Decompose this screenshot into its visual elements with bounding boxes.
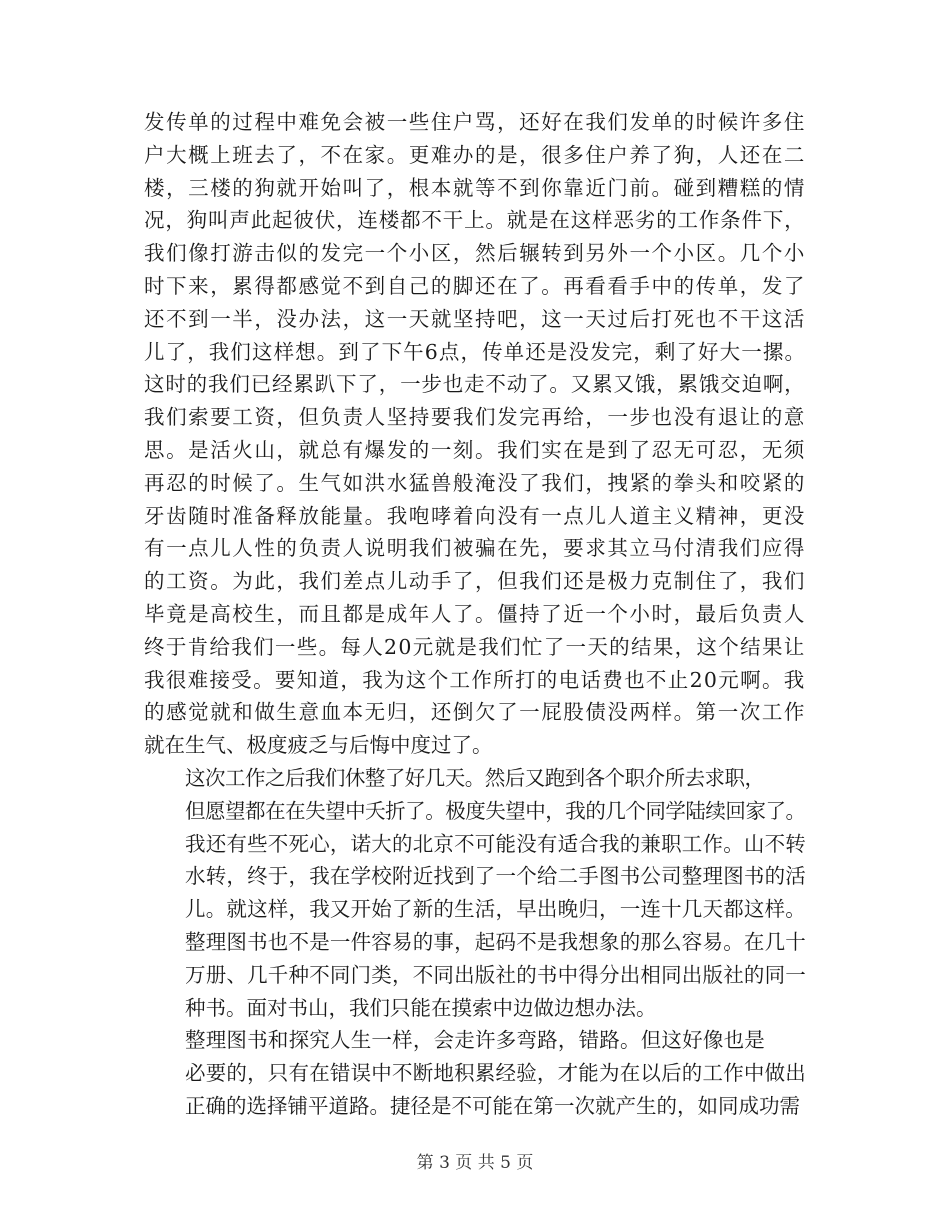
text-line: 但愿望都在在失望中夭折了。极度失望中，我的几个同学陆续回家了。 (185, 798, 806, 823)
text-line: 万册、几千种不同门类，不同出版社的书中得分出相同出版社的同一 (185, 962, 806, 987)
text-line: 整理图书也不是一件容易的事，起码不是我想象的那么容易。在几十 (185, 929, 806, 954)
text-line: 我还有些不死心，诺大的北京不可能没有适合我的兼职工作。山不转 (185, 831, 806, 856)
text-line: 水转，终于，我在学校附近找到了一个给二手图书公司整理图书的活 (185, 864, 806, 889)
text-line: 这时的我们已经累趴下了，一步也走不动了。又累又饿，累饿交迫啊， (144, 372, 806, 397)
text-line: 再忍的时候了。生气如洪水猛兽般淹没了我们，拽紧的拳头和咬紧的 (144, 470, 806, 495)
text-line: 时下来，累得都感觉不到自己的脚还在了。再看看手中的传单，发了 (144, 273, 806, 298)
text-line: 儿了，我们这样想。到了下午6点，传单还是没发完，剩了好大一摞。 (144, 339, 807, 364)
text-line: 况，狗叫声此起彼伏，连楼都不干上。就是在这样恶劣的工作条件下， (144, 208, 806, 233)
text-line: 我们像打游击似的发完一个小区，然后辗转到另外一个小区。几个小 (144, 241, 806, 266)
text-line: 楼，三楼的狗就开始叫了，根本就等不到你靠近门前。碰到糟糕的情 (144, 175, 806, 200)
text-line: 正确的选择铺平道路。捷径是不可能在第一次就产生的，如同成功需 (185, 1093, 800, 1118)
paragraph (144, 762, 806, 1024)
text-line: 的工资。为此，我们差点儿动手了，但我们还是极力克制住了，我们 (144, 569, 806, 594)
text-line: 还不到一半，没办法，这一天就坚持吧，这一天过后打死也不干这活 (144, 306, 806, 331)
document-body (144, 106, 806, 1123)
text-line: 有一点儿人性的负责人说明我们被骗在先，要求其立马付清我们应得 (144, 536, 806, 561)
text-line: 这次工作之后我们休整了好几天。然后又跑到各个职介所去求职， (185, 765, 765, 790)
text-line: 的感觉就和做生意血本无归，还倒欠了一屁股债没两样。第一次工作 (144, 700, 806, 725)
text-line: 户大概上班去了，不在家。更难办的是，很多住户养了狗，人还在二 (144, 142, 806, 167)
paragraph (144, 106, 806, 762)
text-line: 终于肯给我们一些。每人20元就是我们忙了一天的结果，这个结果让 (144, 634, 806, 659)
text-line: 整理图书和探究人生一样，会走许多弯路，错路。但这好像也是 (185, 1028, 765, 1053)
text-line: 发传单的过程中难免会被一些住户骂，还好在我们发单的时候许多住 (144, 110, 806, 134)
text-line: 牙齿随时准备释放能量。我咆哮着向没有一点儿人道主义精神，更没 (144, 503, 806, 528)
text-line: 种书。面对书山，我们只能在摸索中边做边想办法。 (185, 995, 657, 1020)
text-line: 儿。就这样，我又开始了新的生活，早出晚归，一连十几天都这样。 (185, 897, 806, 922)
page-footer: 第 3 页 共 5 页 (416, 1153, 534, 1173)
text-line: 我们索要工资，但负责人坚持要我们发完再给，一步也没有退让的意 (144, 405, 806, 430)
text-line: 必要的，只有在错误中不断地积累经验，才能为在以后的工作中做出 (185, 1061, 806, 1086)
text-line: 就在生气、极度疲乏与后悔中度过了。 (144, 733, 493, 758)
text-line: 我很难接受。要知道，我为这个工作所打的电话费也不止20元啊。我 (144, 667, 806, 692)
text-line: 毕竟是高校生，而且都是成年人了。僵持了近一个小时，最后负责人 (144, 601, 806, 626)
paragraph (144, 1024, 806, 1122)
text-line: 思。是活火山，就总有爆发的一刻。我们实在是到了忍无可忍，无须 (144, 437, 806, 462)
